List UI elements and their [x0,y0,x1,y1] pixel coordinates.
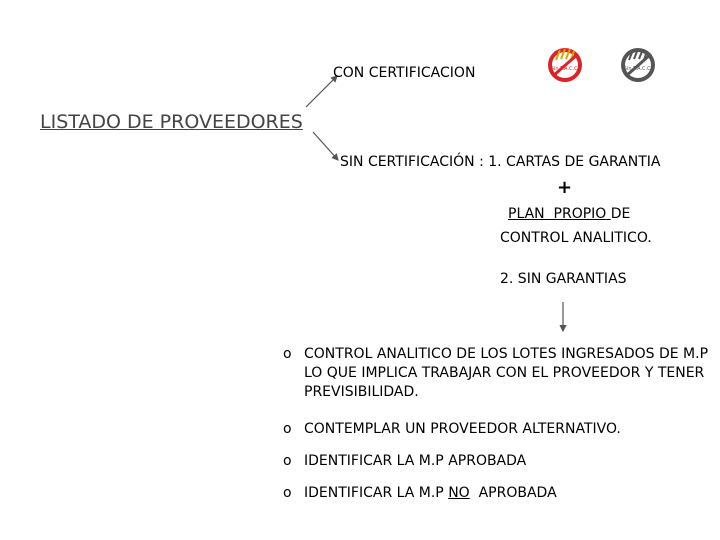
bullet-marker: o [283,485,292,501]
connector-to-sin-certificacion [313,132,338,160]
sin-tacc-logo-red [548,48,582,82]
sin-tacc-red-text: Sin T.A.C.C. [550,66,580,72]
bullet-marker: o [283,346,292,362]
branch-con-certificacion: CON CERTIFICACION [333,65,476,81]
diagram-title: LISTADO DE PROVEEDORES [40,111,303,133]
control-analitico-line: CONTROL ANALITICO. [500,230,652,246]
option-sin-garantias: 2. SIN GARANTIAS [500,271,627,287]
de-word: DE [610,206,631,222]
bullet-marker: o [283,421,292,437]
plan-propio-line [508,205,630,223]
list-item-text: CONTEMPLAR UN PROVEEDOR ALTERNATIVO. [304,421,621,437]
branch-sin-certificacion: SIN CERTIFICACIÓN : 1. CARTAS DE GARANTIA [340,154,661,170]
list-item-text [304,484,716,503]
plus-sign: + [557,177,573,198]
list-item-suffix: APROBADA [469,485,557,501]
list-item-no-emphasis: NO [448,485,470,501]
list-item-text: IDENTIFICAR LA M.P APROBADA [304,453,527,469]
plan-word: PLAN [508,206,545,222]
list-item-prefix: IDENTIFICAR LA M.P [304,485,449,501]
sin-tacc-logo-gray [621,48,655,82]
propio-word: PROPIO [553,206,607,222]
bullet-marker: o [283,453,292,469]
sin-tacc-gray-text: Sin T.A.C.C. [623,66,653,72]
list-item-text: CONTROL ANALITICO DE LOS LOTES INGRESADOS DE M.P LO QUE IMPLICA TRABAJAR CON EL PROVEEDOR Y TENER PREVISIBILIDAD. [304,346,709,400]
